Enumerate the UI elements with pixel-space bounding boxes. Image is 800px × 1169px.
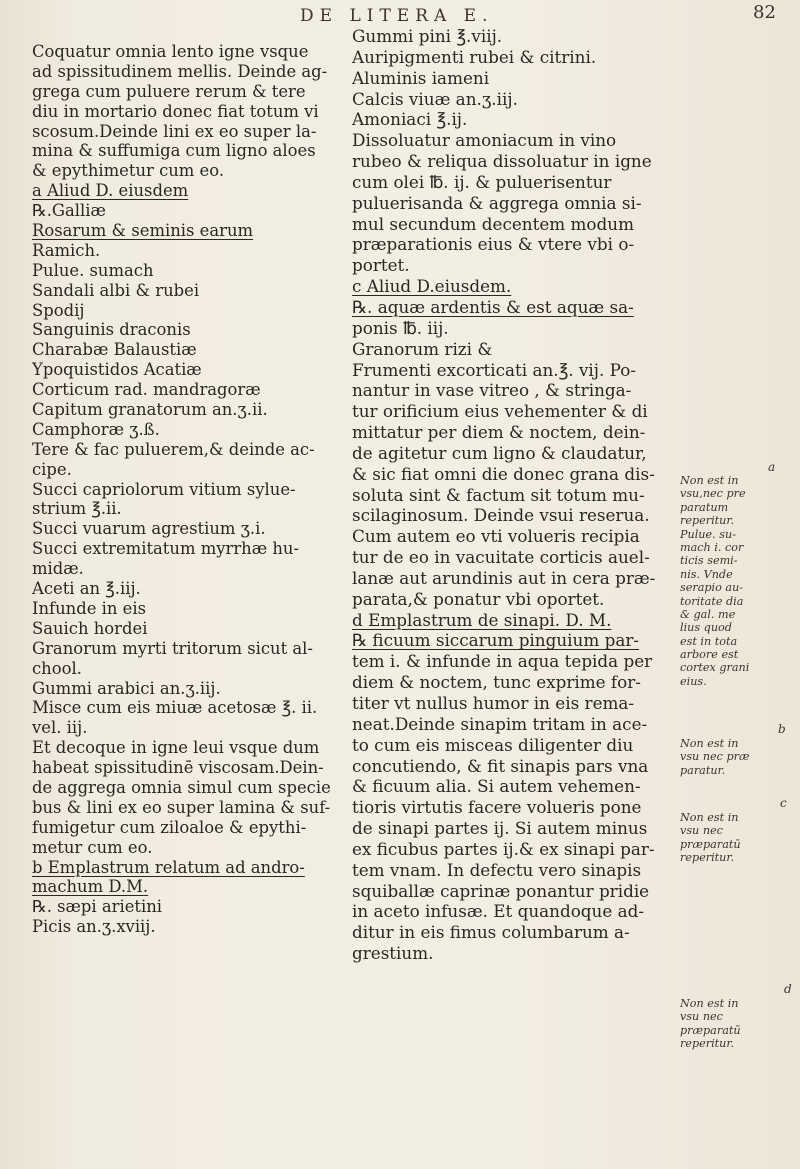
text-line: tem i. & infunde in aqua tepida per [352, 651, 653, 672]
text-line: Spodij [32, 300, 85, 320]
text-line: Ypoquistidos Acatiæ [32, 360, 202, 380]
text-line: vel. iij. [32, 718, 88, 738]
text-line: ℞. sæpi arietini [32, 897, 163, 917]
text-line: b Emplastrum relatum ad andro- [32, 857, 305, 877]
text-line: Sandali albi & rubei [32, 280, 200, 300]
text-line: Tere & fac puluerem,& deinde ac- [32, 439, 315, 459]
margin-note-b [680, 737, 792, 777]
text-line: mul secundum decentem modum [352, 213, 634, 234]
text-line: lanæ aut arundinis aut in cera præ- [352, 567, 656, 588]
text-line: Aluminis iameni [352, 67, 490, 88]
text-line: Misce cum eis miuæ acetosæ ℥. ii. [32, 698, 318, 718]
text-line: chool. [32, 658, 82, 678]
page-number: 82 [753, 2, 776, 23]
running-head: DE LITERA E. [300, 6, 494, 26]
text-line: Rosarum & seminis earum [32, 221, 254, 241]
text-line: & epythimetur cum eo. [32, 161, 225, 181]
text-line: midæ. [32, 559, 84, 579]
margin-note-letter: d [784, 982, 792, 996]
text-line: de sinapi partes ij. Si autem minus [352, 818, 648, 839]
text-line: vsu,nec pre [680, 487, 746, 501]
text-line: scilaginosum. Deinde vsui reserua. [352, 505, 650, 526]
text-line: præparatū [680, 1023, 741, 1037]
text-line: ℞.Galliæ [32, 201, 106, 221]
text-line: præparatū [680, 837, 741, 851]
text-line: titer vt nullus humor in eis rema- [352, 693, 635, 713]
margin-note-d [680, 997, 792, 1051]
text-line: Amoniaci ℥.ij. [352, 109, 468, 130]
text-line: c Aliud D.eiusdem. [352, 276, 512, 297]
text-line: neat.Deinde sinapim tritam in ace- [352, 713, 648, 734]
text-line: Granorum myrti tritorum sicut al- [32, 638, 313, 658]
text-line: Succi vuarum agrestium ʒ.i. [32, 519, 266, 539]
text-line: puluerisanda & aggrega omnia si- [352, 192, 642, 213]
text-line: paratur. [680, 763, 726, 777]
text-line: præparationis eius & vtere vbi o- [352, 234, 635, 255]
text-line: Corticum rad. mandragoræ [32, 380, 261, 400]
text-line: cortex grani [680, 661, 750, 675]
text-line: Granorum rizi & [352, 338, 493, 359]
text-line: ticis semi- [680, 554, 738, 568]
text-line: Cum autem eo vti volueris recipia [352, 526, 640, 547]
text-line: tem vnam. In defectu vero sinapis [352, 859, 642, 880]
text-line: grestium. [352, 943, 434, 964]
text-line: d Emplastrum de sinapi. D. M. [352, 609, 612, 630]
text-line: cum olei ℔. ij. & puluerisentur [352, 171, 612, 192]
text-line: & gal. me [680, 607, 736, 621]
text-line: in aceto infusæ. Et quandoque ad- [352, 901, 645, 922]
text-line: Auripigmenti rubei & citrini. [352, 46, 597, 67]
left-column [32, 42, 332, 937]
text-line: Aceti an ℥.iij. [32, 579, 141, 599]
text-line: Capitum granatorum an.ʒ.ii. [32, 400, 268, 420]
text-line: diem & noctem, tunc exprime for- [352, 672, 641, 693]
text-line: tioris virtutis facere volueris pone [352, 797, 642, 818]
text-line: grega cum puluere rerum & tere [32, 81, 306, 101]
text-line: Sanguinis draconis [32, 320, 191, 340]
text-line: reperitur. [680, 514, 735, 528]
text-line: Charabæ Balaustiæ [32, 340, 197, 360]
text-line: Infunde in eis [32, 598, 146, 618]
margin-note-letter: c [780, 796, 787, 810]
text-line: toritate dia [680, 594, 744, 608]
text-line: Non est in [680, 811, 739, 824]
text-line: Et decoque in igne leui vsque dum [32, 738, 320, 758]
text-line: Camphoræ ʒ.ß. [32, 419, 160, 439]
text-line: tur orificium eius vehementer & di [352, 401, 648, 422]
text-line: vsu nec præ [680, 750, 750, 764]
text-line: portet. [352, 255, 410, 276]
text-line: de aggrega omnia simul cum specie [32, 777, 331, 797]
text-line: Ramich. [32, 240, 101, 260]
text-line: lius quod [680, 621, 732, 635]
text-line: concutiendo, & fit sinapis pars vna [352, 755, 649, 776]
text-line: & ficuum alia. Si autem vehemen- [352, 776, 641, 797]
text-line: serapio au- [680, 581, 744, 595]
text-line: Gummi pini ℥.viij. [352, 26, 503, 46]
text-line: scosum.Deinde lini ex eo super la- [32, 121, 317, 141]
text-line: ex ficubus partes ij.& ex sinapi par- [352, 838, 655, 859]
text-line: ℞ ficuum siccarum pinguium par- [352, 630, 640, 651]
text-line: a Aliud D. eiusdem [32, 181, 189, 201]
text-line: nantur in vase vitreo , & stringa- [352, 380, 632, 401]
text-line: ℞. aquæ ardentis & est aquæ sa- [352, 296, 634, 317]
text-line: Non est in [680, 737, 739, 750]
text-line: mach i. cor [680, 540, 744, 554]
text-line: Non est in [680, 997, 739, 1010]
text-line: Pulue. sumach [32, 260, 154, 280]
text-line: ad spissitudinem mellis. Deinde ag- [32, 61, 328, 81]
text-line: mina & suffumiga cum ligno aloes [32, 141, 316, 161]
text-line: de agitetur cum ligno & claudatur, [352, 442, 647, 463]
text-line: strium ℥.ii. [32, 499, 122, 519]
text-line: to cum eis misceas diligenter diu [352, 734, 634, 755]
text-line: tur de eo in vacuitate corticis auel- [352, 547, 650, 568]
text-line: Frumenti excorticati an.℥. vij. Po- [352, 359, 637, 380]
text-line: reperitur. [680, 1037, 735, 1051]
margin-note-c [680, 811, 792, 865]
text-line: Dissoluatur amoniacum in vino [352, 130, 617, 151]
text-line: vsu nec [680, 1010, 723, 1024]
text-line: metur cum eo. [32, 837, 153, 857]
text-line: bus & lini ex eo super lamina & suf- [32, 797, 331, 817]
text-line: arbore est [680, 648, 739, 662]
right-column [352, 26, 672, 964]
text-line: reperitur. [680, 851, 735, 865]
text-line: parata,& ponatur vbi oportet. [352, 588, 605, 609]
text-line: squiballæ caprinæ ponantur pridie [352, 880, 650, 901]
text-line: Succi extremitatum myrrhæ hu- [32, 539, 299, 559]
text-line: est in tota [680, 634, 738, 648]
text-line: vsu nec [680, 824, 723, 838]
text-line: eius. [680, 674, 707, 688]
text-line: Non est in [680, 474, 739, 487]
text-line: Sauich hordei [32, 618, 148, 638]
text-line: diu in mortario donec fiat totum vi [32, 101, 319, 121]
text-line: Pulue. su- [680, 527, 736, 541]
text-line: soluta sint & factum sit totum mu- [352, 484, 645, 505]
text-line: ponis ℔. iij. [352, 317, 449, 338]
text-line: fumigetur cum ziloaloe & epythi- [32, 817, 307, 837]
text-line: nis. Vnde [680, 567, 733, 581]
margin-notes [676, 0, 794, 1169]
text-line: paratum [680, 500, 729, 514]
text-line: cipe. [32, 459, 72, 479]
text-line: Calcis viuæ an.ʒ.iij. [352, 88, 518, 109]
text-line: rubeo & reliqua dissoluatur in igne [352, 151, 652, 172]
text-line: machum D.M. [32, 877, 149, 897]
margin-note-letter: a [768, 460, 776, 474]
text-line: Gummi arabici an.ʒ.iij. [32, 678, 221, 698]
text-line: & sic fiat omni die donec grana dis- [352, 463, 655, 484]
margin-note-a [680, 474, 792, 688]
text-line: habeat spissitudinē viscosam.Dein- [32, 758, 324, 778]
text-line: mittatur per diem & noctem, dein- [352, 422, 646, 443]
text-line: ditur in eis fimus columbarum a- [352, 922, 630, 943]
text-line: Succi capriolorum vitium sylue- [32, 479, 296, 499]
margin-note-letter: b [778, 722, 786, 736]
text-line: Picis an.ʒ.xviij. [32, 917, 156, 937]
text-line: Coquatur omnia lento igne vsque [32, 42, 309, 61]
